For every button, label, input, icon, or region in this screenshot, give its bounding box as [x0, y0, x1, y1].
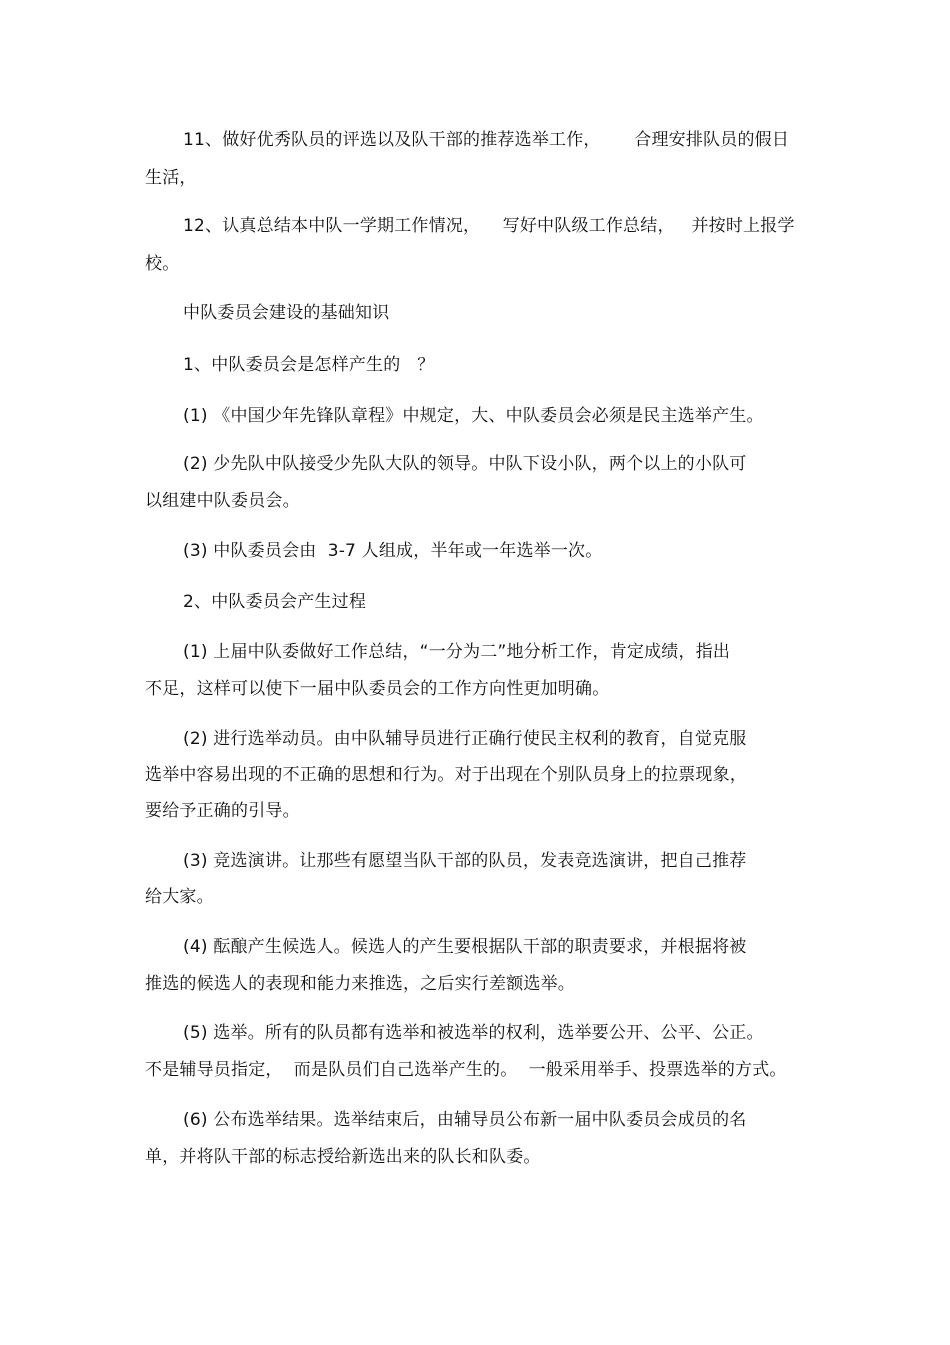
q2-paragraph-2-line-1: (2) 进行选举动员。由中队辅导员进行正确行使民主权利的教育，自觉克服: [183, 729, 747, 749]
item-11-line-1: 11、做好优秀队员的评选以及队干部的推荐选举工作， 合理安排队员的假日: [183, 130, 790, 150]
item-11-line-2: 生活，: [145, 168, 197, 188]
q1-paragraph-3: (3) 中队委员会由 3-7 人组成，半年或一年选举一次。: [183, 541, 603, 561]
q2-paragraph-6-line-2: 单，并将队干部的标志授给新选出来的队长和队委。: [145, 1147, 541, 1167]
q1-paragraph-2-line-2: 以组建中队委员会。: [145, 491, 300, 511]
q2-paragraph-1-line-2: 不足，这样可以使下一届中队委员会的工作方向性更加明确。: [145, 679, 610, 699]
q1-heading: 1、中队委员会是怎样产生的 ？: [183, 355, 435, 375]
q2-paragraph-2-line-2: 选举中容易出现的不正确的思想和行为。对于出现在个别队员身上的拉票现象，: [145, 765, 747, 785]
q1-paragraph-1: (1) 《中国少年先锋队章程》中规定，大、中队委员会必须是民主选举产生。: [183, 406, 764, 426]
q2-paragraph-3-line-1: (3) 竞选演讲。让那些有愿望当队干部的队员，发表竞选演讲，把自己推荐: [183, 851, 747, 871]
q2-paragraph-4-line-1: (4) 酝酿产生候选人。候选人的产生要根据队干部的职责要求，并根据将被: [183, 937, 747, 957]
q2-paragraph-6-line-1: (6) 公布选举结果。选举结束后，由辅导员公布新一届中队委员会成员的名: [183, 1110, 747, 1130]
q2-paragraph-2-line-3: 要给予正确的引导。: [145, 801, 300, 821]
q2-paragraph-1-line-1: (1) 上届中队委做好工作总结，“一分为二”地分析工作，肯定成绩，指出: [183, 642, 731, 662]
q1-paragraph-2-line-1: (2) 少先队中队接受少先队大队的领导。中队下设小队，两个以上的小队可: [183, 454, 747, 474]
q2-heading: 2、中队委员会产生过程: [183, 592, 367, 612]
section-title: 中队委员会建设的基础知识: [183, 303, 390, 323]
item-12-line-1: 12、认真总结本中队一学期工作情况， 写好中队级工作总结， 并按时上报学: [183, 216, 795, 236]
item-12-line-2: 校。: [145, 254, 180, 274]
q2-paragraph-5-line-1: (5) 选举。所有的队员都有选举和被选举的权利，选举要公开、公平、公正。: [183, 1023, 764, 1043]
q2-paragraph-4-line-2: 推选的候选人的表现和能力来推选，之后实行差额选举。: [145, 974, 575, 994]
q2-paragraph-5-line-2: 不是辅导员指定， 而是队员们自己选举产生的。 一般采用举手、投票选举的方式。: [145, 1060, 787, 1080]
q2-paragraph-3-line-2: 给大家。: [145, 887, 214, 907]
